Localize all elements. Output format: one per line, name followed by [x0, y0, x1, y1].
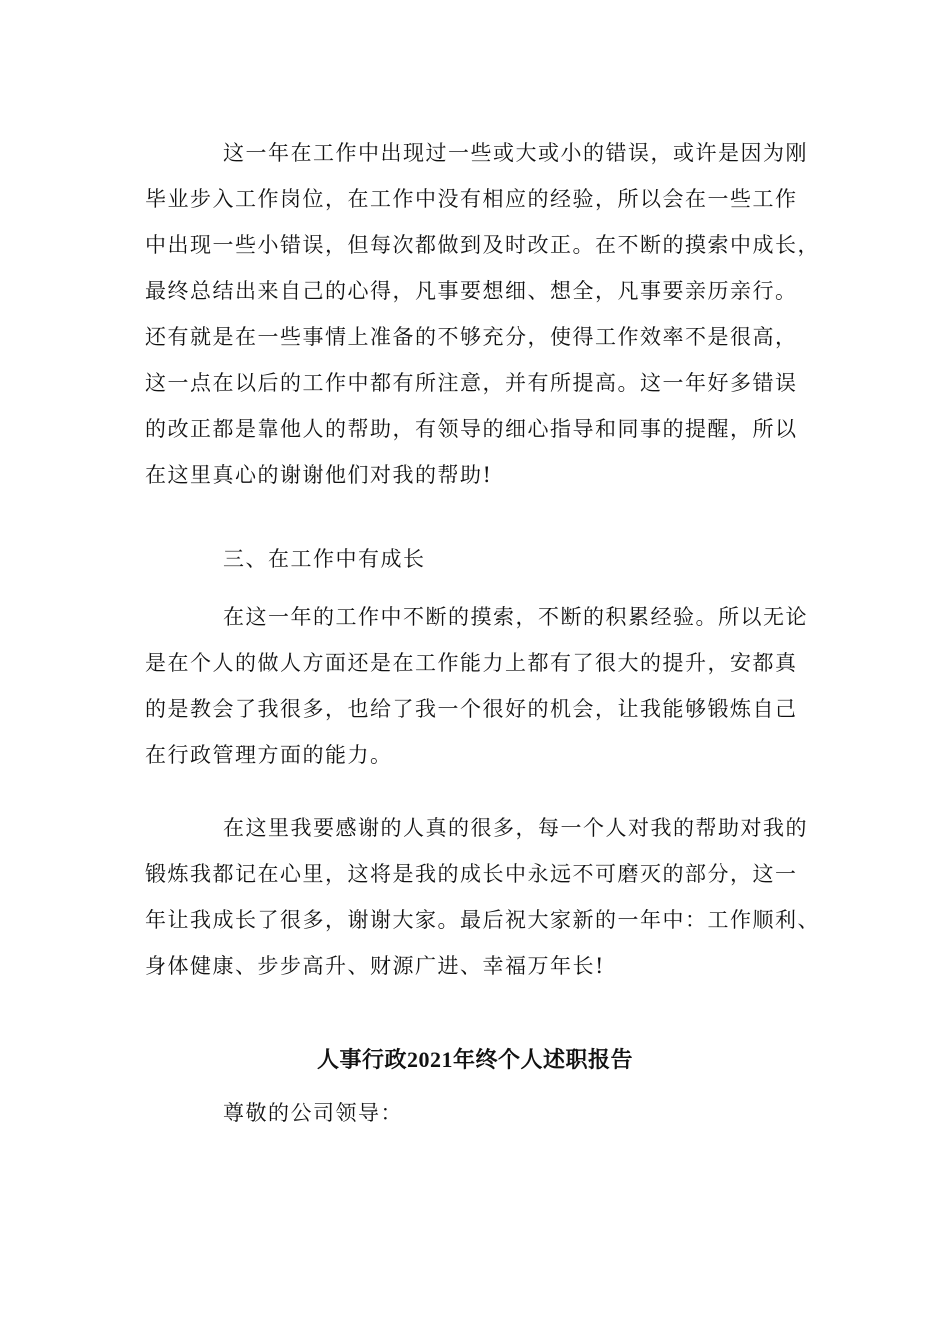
paragraph-line: 中出现一些小错误，但每次都做到及时改正。在不断的摸索中成长，: [145, 233, 820, 257]
section-heading-text: 三、在工作中有成长: [223, 547, 426, 571]
paragraph-line: 毕业步入工作岗位，在工作中没有相应的经验，所以会在一些工作: [145, 187, 798, 211]
paragraph-line: 锻炼我都记在心里，这将是我的成长中永远不可磨灭的部分，这一: [145, 862, 798, 886]
paragraph-line: 身体健康、步步高升、财源广进、幸福万年长!: [145, 954, 605, 978]
paragraph-line: 年让我成长了很多，谢谢大家。最后祝大家新的一年中：工作顺利、: [145, 908, 820, 932]
salutation: 尊敬的公司领导：: [223, 1101, 403, 1125]
paragraph-line: 这一年在工作中出现过一些或大或小的错误，或许是因为刚: [223, 141, 808, 165]
paragraph-line: 在这里我要感谢的人真的很多，每一个人对我的帮助对我的: [223, 816, 808, 840]
paragraph-line: 的改正都是靠他人的帮助，有领导的细心指导和同事的提醒，所以: [145, 417, 798, 441]
paragraph-thanks: [145, 805, 820, 989]
paragraph-line: 这一点在以后的工作中都有所注意，并有所提高。这一年好多错误: [145, 371, 798, 395]
paragraph-line: 的是教会了我很多，也给了我一个很好的机会，让我能够锻炼自己: [145, 697, 798, 721]
report-title: 人事行政2021年终个人述职报告: [316, 1047, 633, 1072]
paragraph-line: 在这里真心的谢谢他们对我的帮助!: [145, 463, 493, 487]
paragraph-line: 在行政管理方面的能力。: [145, 743, 393, 767]
paragraph-line: 是在个人的做人方面还是在工作能力上都有了很大的提升，安都真: [145, 651, 798, 675]
paragraph-line: 在这一年的工作中不断的摸索，不断的积累经验。所以无论: [223, 605, 808, 629]
paragraph-line: 最终总结出来自己的心得，凡事要想细、想全，凡事要亲历亲行。: [145, 279, 798, 303]
paragraph-line: 还有就是在一些事情上准备的不够充分，使得工作效率不是很高，: [145, 325, 798, 349]
paragraph-mistakes: [145, 130, 820, 498]
paragraph-growth: [145, 594, 808, 778]
section-heading: [145, 536, 805, 582]
